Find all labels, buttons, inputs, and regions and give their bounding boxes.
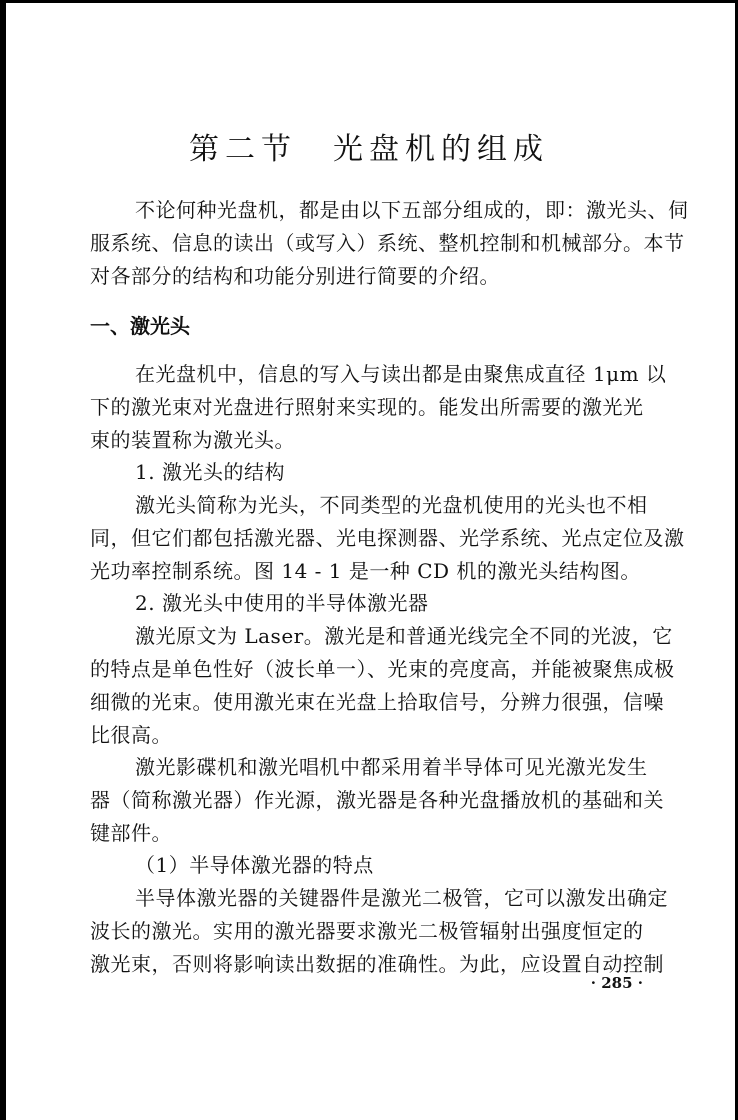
para4-line-2: 器（简称激光器）作光源，激光器是各种光盘播放机的基础和关 [90, 788, 664, 812]
intro-line-2: 服系统、信息的读出（或写入）系统、整机控制和机械部分。本节 [90, 231, 685, 255]
para1-line-3: 束的装置称为激光头。 [90, 428, 295, 452]
scan-border-left [0, 0, 6, 1120]
section-heading-laser-head: 一、激光头 [90, 314, 190, 338]
para5-line-3: 激光束，否则将影响读出数据的准确性。为此，应设置自动控制 [90, 952, 664, 976]
para4-line-1: 激光影碟机和激光唱机中都采用着半导体可见光激光发生 [135, 755, 648, 779]
para3-line-4: 比很高。 [90, 723, 172, 747]
intro-line-3: 对各部分的结构和功能分别进行简要的介绍。 [90, 264, 500, 288]
para4-line-3: 键部件。 [90, 821, 172, 845]
subheading-semiconductor-laser: 2. 激光头中使用的半导体激光器 [135, 591, 429, 615]
section-title: 第二节 光盘机的组成 [189, 132, 549, 167]
para2-line-1: 激光头简称为光头，不同类型的光盘机使用的光头也不相 [135, 493, 648, 517]
para5-line-1: 半导体激光器的关键器件是激光二极管，它可以激发出确定 [135, 886, 668, 910]
para3-line-2: 的特点是单色性好（波长单一）、光束的亮度高，并能被聚焦成极 [90, 657, 675, 681]
para1-line-1: 在光盘机中，信息的写入与读出都是由聚焦成直径 1μm 以 [135, 362, 667, 386]
scan-border-top [0, 0, 738, 3]
subheading-laser-features: （1）半导体激光器的特点 [135, 853, 374, 877]
para5-line-2: 波长的激光。实用的激光器要求激光二极管辐射出强度恒定的 [90, 919, 644, 943]
para3-line-1: 激光原文为 Laser。激光是和普通光线完全不同的光波，它 [135, 624, 673, 648]
para1-line-2: 下的激光束对光盘进行照射来实现的。能发出所需要的激光光 [90, 395, 644, 419]
page-number: · 285 · [590, 974, 643, 992]
intro-line-1: 不论何种光盘机，都是由以下五部分组成的，即：激光头、伺 [135, 198, 689, 222]
para3-line-3: 细微的光束。使用激光束在光盘上拾取信号，分辨力很强，信噪 [90, 690, 664, 714]
para2-line-2: 同，但它们都包括激光器、光电探测器、光学系统、光点定位及激 [90, 526, 685, 550]
para2-line-3: 光功率控制系统。图 14 - 1 是一种 CD 机的激光头结构图。 [90, 559, 641, 583]
subheading-structure: 1. 激光头的结构 [135, 460, 285, 484]
